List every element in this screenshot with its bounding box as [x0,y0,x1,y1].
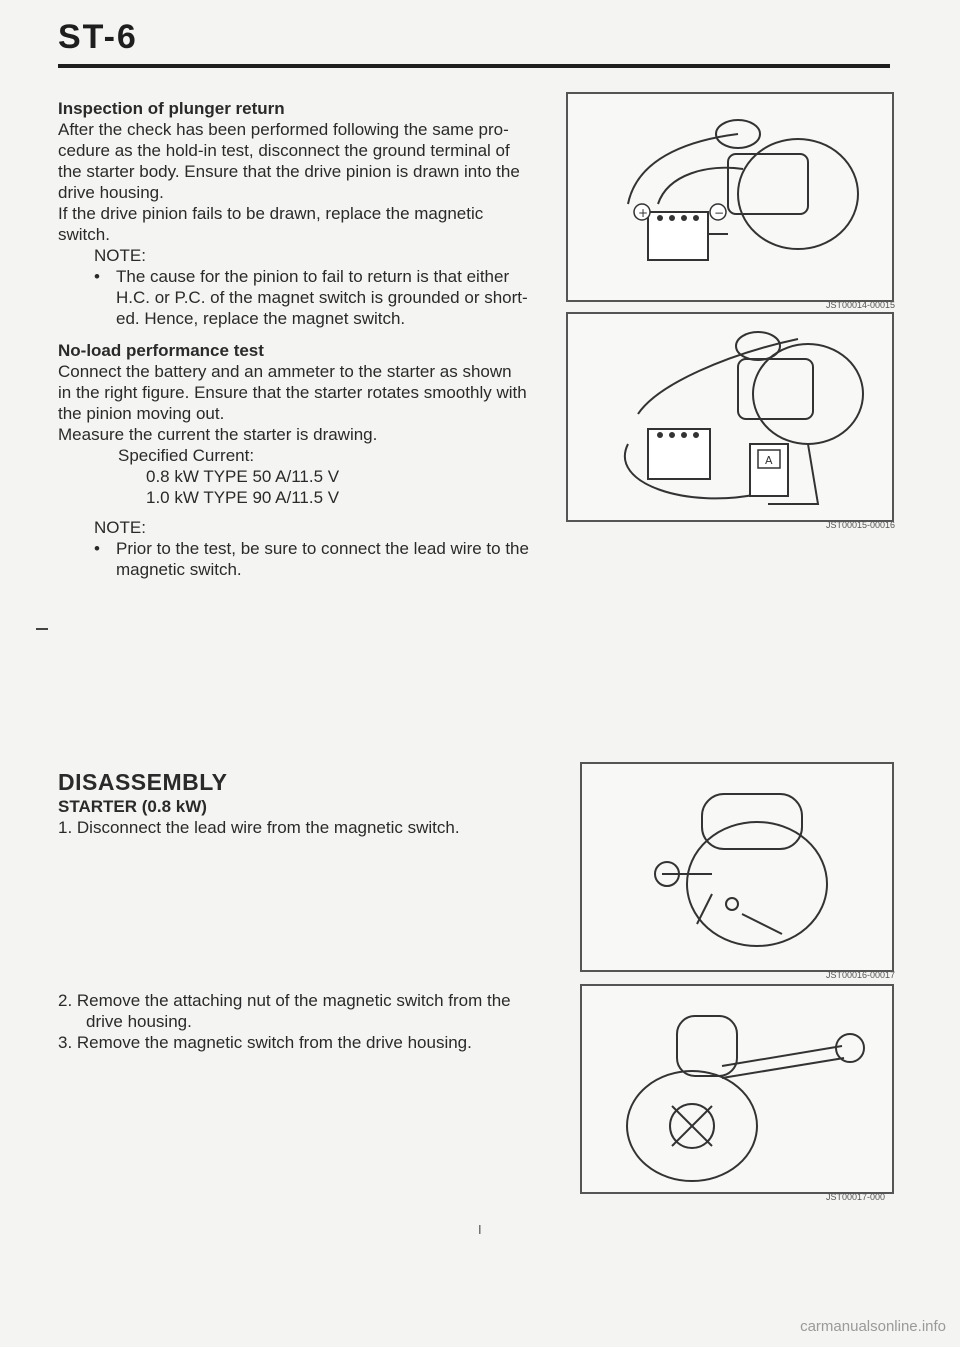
noload-bullet-l2: magnetic switch. [116,560,242,579]
inspection-p1-l3: the starter body. Ensure that the drive pinion is drawn into the [58,162,520,181]
step-1: 1. Disconnect the lead wire from the magnetic switch. [58,818,460,837]
spec-value-2: 1.0 kW TYPE 90 A/11.5 V [146,488,340,507]
margin-dash [36,628,48,630]
bullet-dot: • [94,267,100,286]
figure-starter-assembly [580,762,894,972]
inspection-p1-l1: After the check has been performed following the same pro- [58,120,509,139]
step-2-l1: 2. Remove the attaching nut of the magnetic switch from the [58,991,511,1010]
step-3: 3. Remove the magnetic switch from the drive housing. [58,1033,472,1052]
header-rule [58,64,890,68]
starter-subheading: STARTER (0.8 kW) [58,797,207,816]
inspection-bullet-l3: ed. Hence, replace the magnet switch. [116,309,406,328]
figure-code-1: JST00014-00015 [826,300,896,310]
bullet-dot: • [94,539,100,558]
figure-noload-test-drawing [568,314,892,520]
minus-sign: − [714,206,725,220]
figure-starter-assembly-drawing [582,764,892,970]
noload-note-bullet [58,538,558,580]
spec-value-1: 0.8 kW TYPE 50 A/11.5 V [146,467,340,486]
inspection-section [58,98,548,329]
watermark: carmanualsonline.info [800,1318,946,1335]
section-header-mark: ST-6 [58,18,138,56]
inspection-p2-l1: If the drive pinion fails to be drawn, replace the magnetic [58,204,484,223]
noload-heading: No-load performance test [58,341,264,360]
figure-plunger-return-drawing [568,94,892,300]
figure-code-2: JST00015-00016 [826,520,896,530]
inspection-note-label: NOTE: [94,246,146,265]
noload-note-label: NOTE: [94,518,146,537]
figure-code-4: JST00017-000 [826,1192,886,1202]
inspection-note-bullet [58,266,548,329]
disassembly-section [58,768,558,838]
spec-label: Specified Current: [118,446,255,465]
inspection-p2-l2: switch. [58,225,110,244]
inspection-bullet-l1: The cause for the pinion to fail to return is that either [116,267,510,286]
figure-code-3: JST00016-00017 [826,970,896,980]
noload-bullet-l1: Prior to the test, be sure to connect the lead wire to the [116,539,529,558]
noload-p1-l1: Connect the battery and an ammeter to the starter as shown [58,362,512,381]
noload-p1-l3: the pinion moving out. [58,404,225,423]
plus-sign: + [638,206,649,220]
noload-p1-l2: in the right figure. Ensure that the starter rotates smoothly with [58,383,527,402]
page-mark: I [478,1222,482,1237]
ammeter-label: A [765,454,773,467]
disassembly-heading: DISASSEMBLY [58,769,228,795]
noload-note [58,517,558,580]
figure-magnetic-switch-removal-drawing [582,986,892,1192]
step-2-l2: drive housing. [86,1012,192,1031]
noload-section [58,340,548,508]
inspection-p1-l4: drive housing. [58,183,164,202]
noload-p2: Measure the current the starter is drawing. [58,425,378,444]
disassembly-steps [58,990,558,1053]
inspection-heading: Inspection of plunger return [58,99,285,118]
figure-noload-test [566,312,894,522]
inspection-bullet-l2: H.C. or P.C. of the magnet switch is grounded or short- [116,288,528,307]
figure-plunger-return [566,92,894,302]
inspection-p1-l2: cedure as the hold-in test, disconnect the ground terminal of [58,141,510,160]
figure-magnetic-switch-removal [580,984,894,1194]
